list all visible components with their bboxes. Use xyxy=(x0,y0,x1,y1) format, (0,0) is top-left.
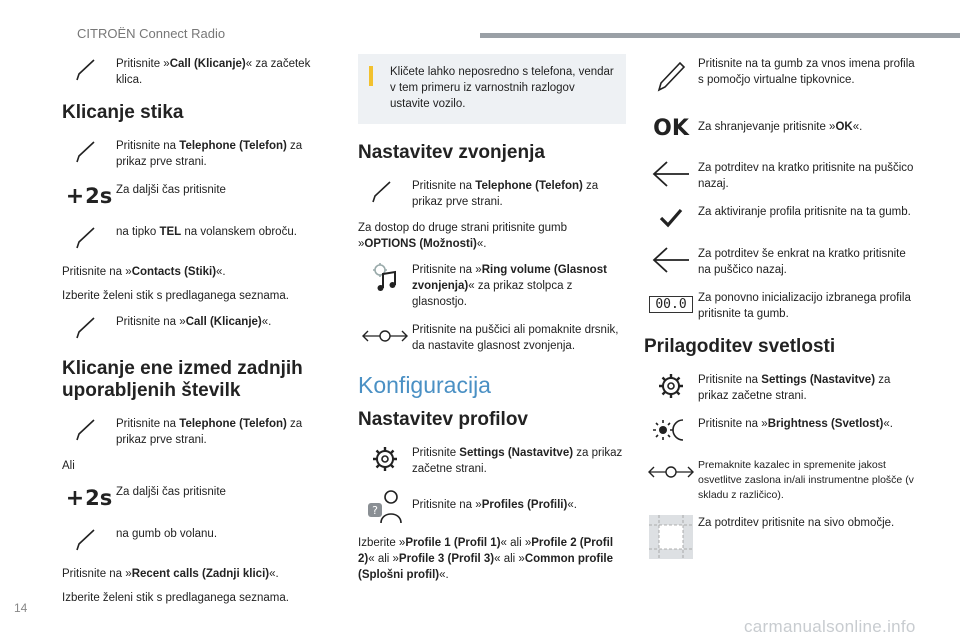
pencil-icon xyxy=(358,176,412,208)
watermark: carmanualsonline.info xyxy=(744,617,916,636)
section-heading-zadnjih: Klicanje ene izmed zadnjih uporabljenih številk xyxy=(62,358,303,401)
instruction-row: Pritisnite Settings (Nastavitve) za prikaz začetne strani. xyxy=(358,443,626,477)
slider-icon xyxy=(644,456,698,488)
instruction-row: Za aktiviranje profila pritisnite na ta gumb. xyxy=(644,202,916,234)
instruction-row: + 2s Za daljši čas pritisnite xyxy=(62,482,332,514)
info-box: Kličete lahko neposredno s telefona, vendar v tem primeru iz varnostnih razlogov ustavite vozilo. xyxy=(358,54,626,124)
instruction-row: Za potrditev na kratko pritisnite na puščico nazaj. xyxy=(644,158,916,192)
info-icon xyxy=(369,66,373,86)
section-heading-zvonjenja: Nastavitev zvonjenja xyxy=(358,142,545,163)
section-heading-stika: Klicanje stika xyxy=(62,102,184,123)
pencil-icon xyxy=(62,222,116,254)
header-title: CITROËN Connect Radio xyxy=(77,26,226,41)
instruction-row: Pritisnite na Telephone (Telefon) za prikaz prve strani. xyxy=(62,414,332,448)
reset-display-icon: 00.0 xyxy=(644,288,698,320)
instruction-row: na gumb ob volanu. xyxy=(62,524,332,556)
instruction-row: OK Za shranjevanje pritisnite »OK«. xyxy=(644,112,916,144)
column-2 xyxy=(358,54,626,591)
pencil-icon xyxy=(62,312,116,344)
instruction-row: 00.0 Za ponovno inicializacijo izbranega profila pritisnite ta gumb. xyxy=(644,288,916,322)
instruction-row: Pritisnite na Telephone (Telefon) za prikaz prve strani. xyxy=(62,136,332,170)
instruction-row: Premaknite kazalec in spremenite jakost osvetlitve zaslona in/ali instrumentne plošče (v skladu z različico). xyxy=(644,456,916,503)
paragraph: Izberite želeni stik s predlaganega seznama. xyxy=(62,290,289,302)
brightness-icon xyxy=(644,414,698,446)
pencil-icon xyxy=(62,136,116,168)
pencil-icon xyxy=(62,524,116,556)
instruction-row: Pritisnite na »Call (Klicanje)«. xyxy=(62,312,332,344)
back-arrow-icon xyxy=(644,158,698,190)
instruction-row: Pritisnite na ta gumb za vnos imena profila s pomočjo virtualne tipkovnice. xyxy=(644,54,916,98)
instruction-row: Pritisnite na »Ring volume (Glasnost zvonjenja)« za prikaz stolpca z glasnostjo. xyxy=(358,260,626,310)
profile-icon xyxy=(358,487,412,525)
plus-2s-icon: + 2s xyxy=(65,183,113,209)
pencil-icon xyxy=(62,54,116,86)
paragraph-ali: Ali xyxy=(62,460,75,472)
section-heading-profilov: Nastavitev profilov xyxy=(358,409,528,430)
instruction-row: Pritisnite na Settings (Nastavitve) za prikaz začetne strani. xyxy=(644,370,916,404)
column-1 xyxy=(62,54,332,614)
pencil-icon xyxy=(62,414,116,446)
paragraph: Pritisnite na »Recent calls (Zadnji klici)«. xyxy=(62,568,279,580)
gear-icon xyxy=(358,443,412,475)
chapter-heading-konfiguracija: Konfiguracija xyxy=(358,372,491,398)
slider-icon xyxy=(358,320,412,352)
grey-area-icon xyxy=(644,513,698,561)
gear-icon xyxy=(644,370,698,402)
music-settings-icon xyxy=(358,260,412,292)
pencil-icon xyxy=(644,54,698,98)
plus-2s-icon: + 2s xyxy=(65,485,113,511)
paragraph: Za dostop do druge strani pritisnite gumb »OPTIONS (Možnosti)«. xyxy=(358,222,568,250)
checkmark-icon xyxy=(644,202,698,234)
section-heading-svetlost: Prilagoditev svetlosti xyxy=(644,336,836,357)
paragraph: Izberite »Profile 1 (Profil 1)« ali »Profile 2 (Profil 2)« ali »Profile 3 (Profil 3)« ali »Common profile (Splošni profil)«. xyxy=(358,537,614,581)
header-bar xyxy=(480,33,960,38)
instruction-row: ? Pritisnite na »Profiles (Profili)«. xyxy=(358,487,626,525)
back-arrow-icon xyxy=(644,244,698,276)
column-3 xyxy=(644,54,916,571)
instruction-row: Za potrditev pritisnite na sivo območje. xyxy=(644,513,916,561)
instruction-row: Pritisnite na Telephone (Telefon) za prikaz prve strani. xyxy=(358,176,626,210)
paragraph: Pritisnite na »Contacts (Stiki)«. xyxy=(62,266,226,278)
instruction-row: Pritisnite »Call (Klicanje)« za začetek klica. xyxy=(62,54,332,88)
ok-icon: OK xyxy=(653,115,689,141)
page-number: 14 xyxy=(14,601,28,615)
instruction-row: + 2s Za daljši čas pritisnite xyxy=(62,180,332,212)
paragraph: Izberite želeni stik s predlaganega seznama. xyxy=(62,592,289,604)
svg-text:?: ? xyxy=(372,504,378,517)
instruction-row: na tipko TEL na volanskem obroču. xyxy=(62,222,332,254)
instruction-row: Pritisnite na »Brightness (Svetlost)«. xyxy=(644,414,916,446)
instruction-row: Za potrditev še enkrat na kratko pritisnite na puščico nazaj. xyxy=(644,244,916,278)
instruction-row: Pritisnite na puščici ali pomaknite drsnik, da nastavite glasnost zvonjenja. xyxy=(358,320,626,354)
